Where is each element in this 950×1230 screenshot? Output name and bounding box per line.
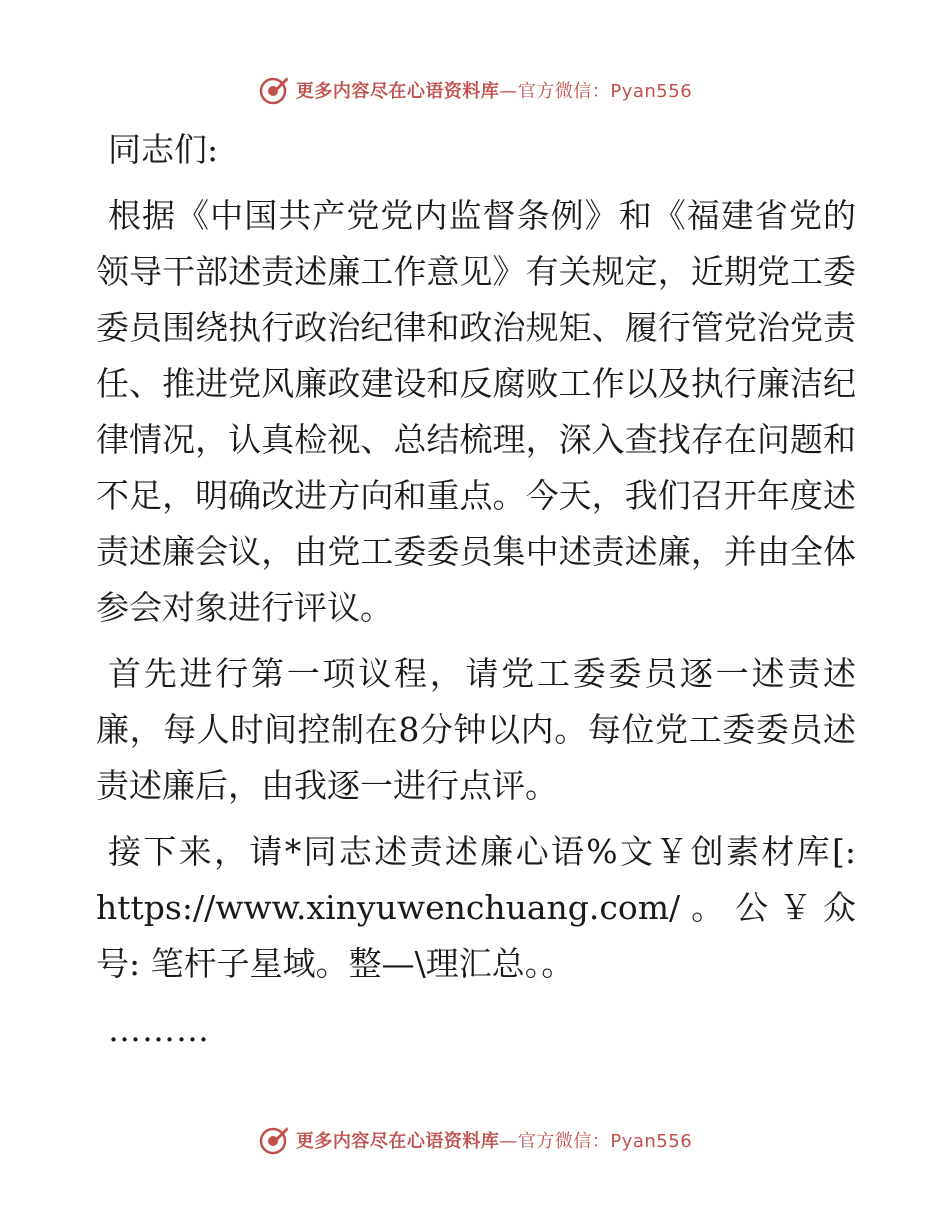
ellipsis: ……… (108, 1010, 210, 1049)
greeting: 同志们: (108, 130, 219, 169)
paragraph-2: 首先进行第一项议程，请党工委委员逐一述责述廉，每人时间控制在8分钟以内。每位党工委委员述责述廉后，由我逐一进行点评。 (96, 654, 856, 805)
watermark-dash: — (499, 1131, 518, 1152)
watermark-text (296, 1127, 692, 1153)
paragraph-1: 根据《中国共产党党内监督条例》和《福建省党的领导干部述责述廉工作意见》有关规定，近期党工委委员围绕执行政治纪律和政治规矩、履行管党治党责任、推进党风廉政建设和反腐败工作以及执行廉洁纪律情况，认真检视、总结梳理，深入查找存在问题和不足，明确改进方向和重点。今天，我们召开年度述责述廉会议，由党工委委员集中述责述廉，并由全体参会对象进行评议。 (96, 196, 856, 627)
document-body (96, 122, 856, 1058)
paragraph-3: 接下来，请*同志述责述廉心语%文￥创素材库[: https://www.xinyuwenchuang.com/。公￥众号: 笔杆子星域。整—\理汇总。。 (96, 832, 856, 983)
quill-pen-circle-logo (258, 1124, 290, 1156)
quill-pen-circle-logo (258, 74, 290, 106)
watermark-dash: — (499, 81, 518, 102)
watermark-brand: 更多内容尽在心语资料库 (295, 1131, 500, 1152)
header-watermark (0, 70, 950, 110)
watermark-official: 官方微信： (517, 81, 611, 102)
watermark-brand: 更多内容尽在心语资料库 (295, 81, 500, 102)
watermark-wechat-id: Pyan556 (610, 1131, 693, 1152)
watermark-text (296, 77, 692, 103)
watermark-wechat-id: Pyan556 (610, 81, 693, 102)
watermark-official: 官方微信： (517, 1131, 611, 1152)
footer-watermark (0, 1120, 950, 1160)
